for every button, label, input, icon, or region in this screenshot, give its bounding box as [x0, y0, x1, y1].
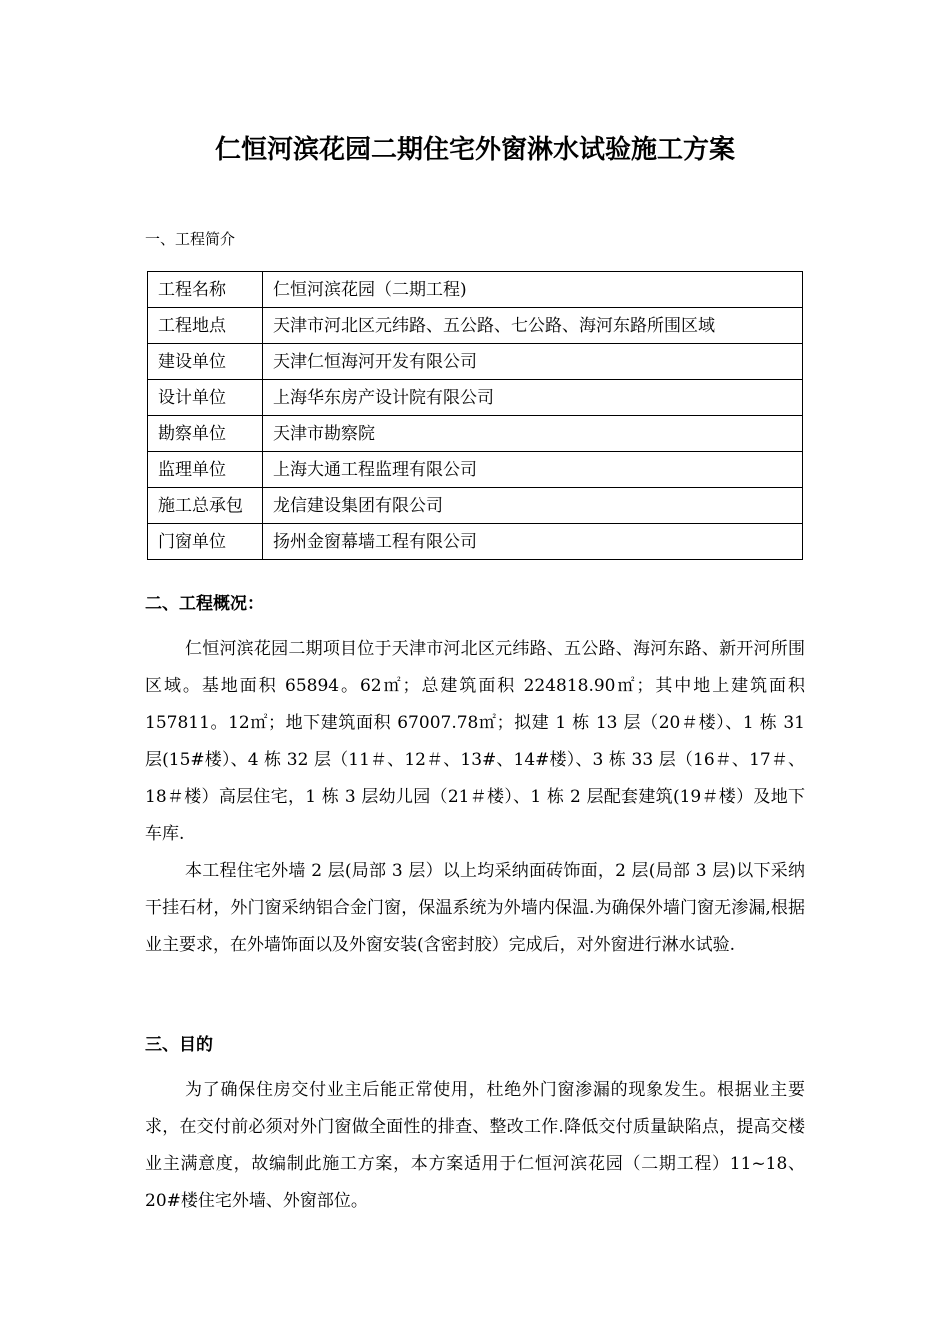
row-value: 天津市河北区元纬路、五公路、七公路、海河东路所围区域: [263, 308, 803, 344]
row-value: 龙信建设集团有限公司: [263, 488, 803, 524]
row-value: 天津仁恒海河开发有限公司: [263, 344, 803, 380]
table-row: [148, 416, 803, 452]
row-value: 仁恒河滨花园（二期工程): [263, 272, 803, 308]
section-1-heading: 一、工程简介: [145, 230, 236, 248]
table-row: [148, 524, 803, 560]
table-row: [148, 380, 803, 416]
row-label: 工程地点: [148, 308, 263, 344]
row-value: 上海大通工程监理有限公司: [263, 452, 803, 488]
table-row: [148, 272, 803, 308]
row-label: 门窗单位: [148, 524, 263, 560]
section-2-heading: 二、工程概况：: [145, 594, 264, 614]
table-row: [148, 308, 803, 344]
row-value: 天津市勘察院: [263, 416, 803, 452]
section-3-heading: 三、目的: [145, 1035, 213, 1055]
row-label: 监理单位: [148, 452, 263, 488]
table-row: [148, 452, 803, 488]
section-2-paragraph-1: 仁恒河滨花园二期项目位于天津市河北区元纬路、五公路、海河东路、新开河所围区域。基地面积 65894。62㎡；总建筑面积 224818.90㎡；其中地上建筑面积 157811。12㎡；地下建筑面积 67007.78㎡；拟建 1 栋 13 层（20＃楼）、1 栋 31 层(15#楼）、4 栋 32 层（11＃、12＃、13#、14#楼）、3 栋 33 层（16＃、17＃、18＃楼）高层住宅，1 栋 3 层幼儿园（21＃楼）、1 栋 2 层配套建筑(19＃楼）及地下车库.: [145, 639, 805, 844]
section-2-paragraph-2: 本工程住宅外墙 2 层(局部 3 层）以上均采纳面砖饰面，2 层(局部 3 层)以下采纳干挂石材，外门窗采纳铝合金门窗，保温系统为外墙内保温.为确保外墙门窗无渗漏,根据业主要求，在外墙饰面以及外窗安装(含密封胶）完成后，对外窗进行淋水试验.: [145, 861, 805, 955]
row-value: 上海华东房产设计院有限公司: [263, 380, 803, 416]
project-info-table: [147, 271, 803, 560]
row-label: 设计单位: [148, 380, 263, 416]
table-row: [148, 344, 803, 380]
table-row: [148, 488, 803, 524]
row-label: 勘察单位: [148, 416, 263, 452]
row-label: 工程名称: [148, 272, 263, 308]
section-3-paragraph-1: 为了确保住房交付业主后能正常使用，杜绝外门窗渗漏的现象发生。根据业主要求，在交付前必须对外门窗做全面性的排查、整改工作.降低交付质量缺陷点，提高交楼业主满意度，故编制此施工方案，本方案适用于仁恒河滨花园（二期工程）11~18、20#楼住宅外墙、外窗部位。: [145, 1080, 805, 1211]
row-label: 建设单位: [148, 344, 263, 380]
document-title: 仁恒河滨花园二期住宅外窗淋水试验施工方案: [214, 135, 735, 165]
row-label: 施工总承包: [148, 488, 263, 524]
row-value: 扬州金窗幕墙工程有限公司: [263, 524, 803, 560]
